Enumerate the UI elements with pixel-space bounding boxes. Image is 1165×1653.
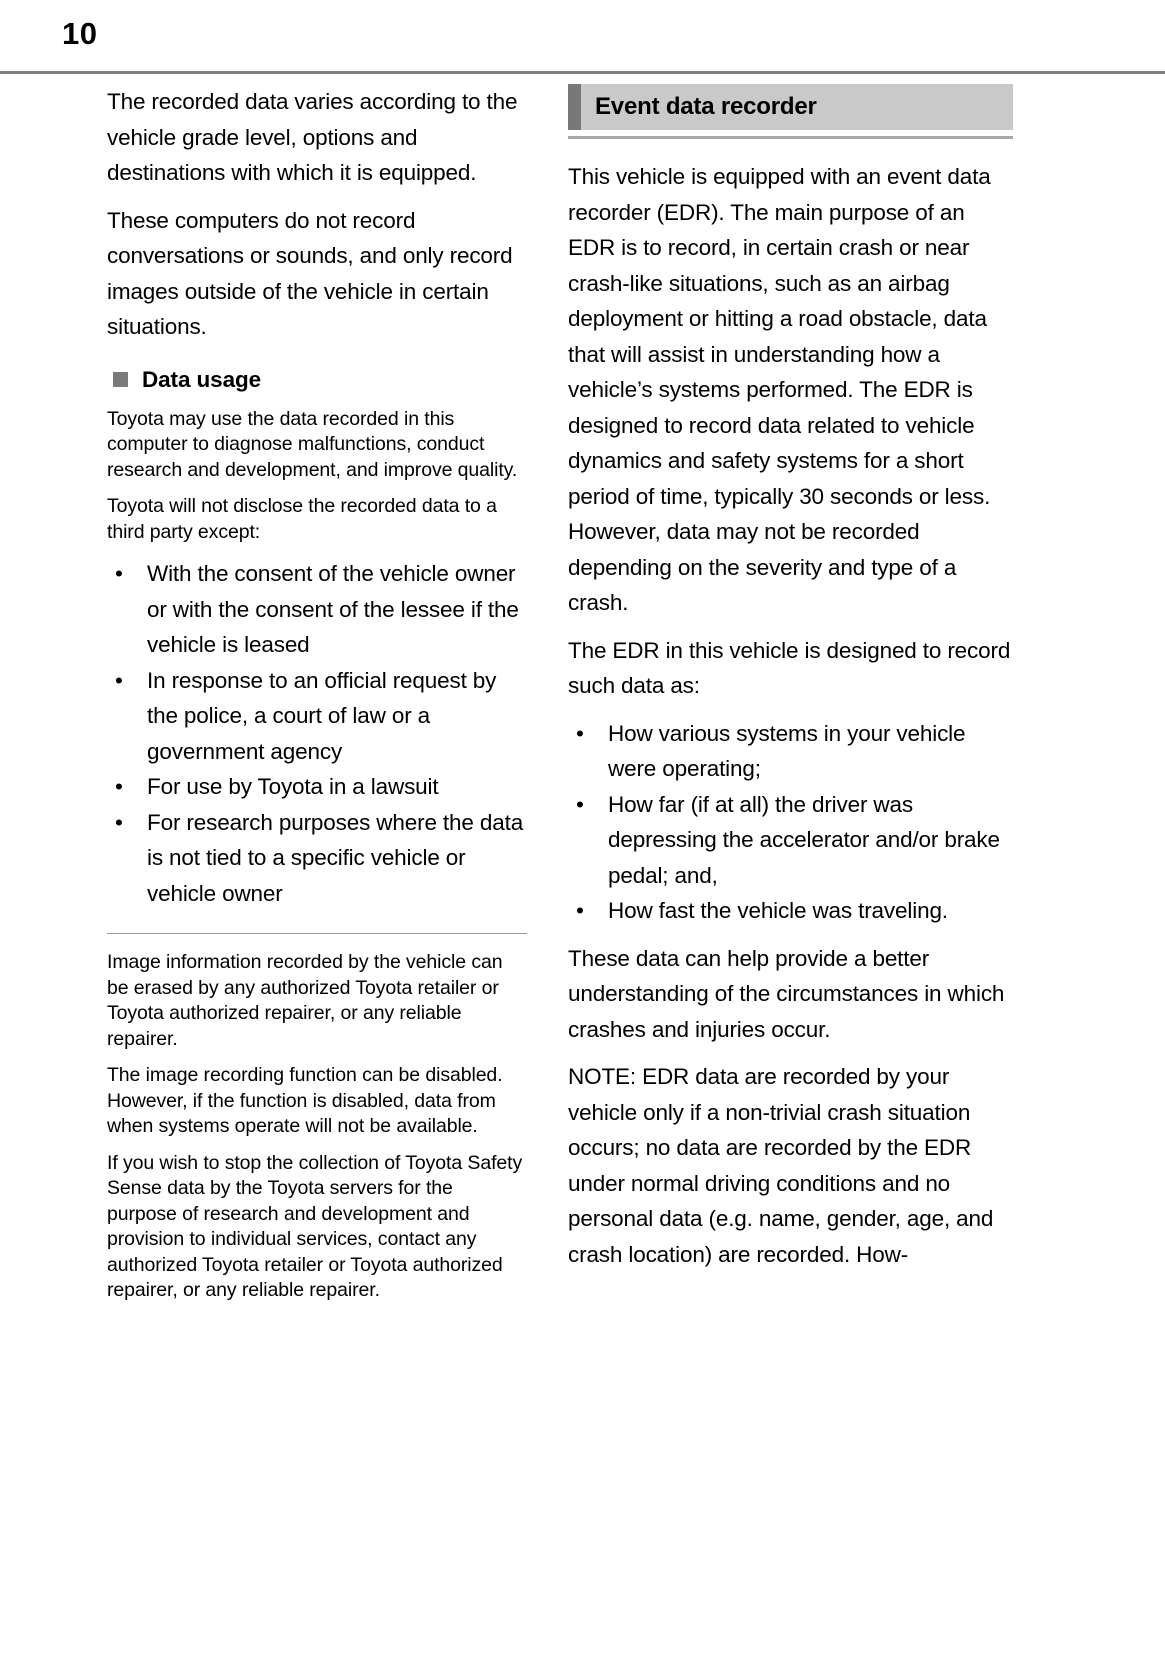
right-column [545, 84, 1165, 1304]
list-item-label: How far (if at all) the driver was depressing the accelerator and/or brake pedal; and, [608, 791, 1000, 888]
left-bullet-list [107, 556, 527, 911]
paragraph: These computers do not record conversations or sounds, and only record images outside of the vehicle in certain situations. [107, 207, 513, 339]
list-item [107, 769, 527, 805]
list-item [568, 787, 1013, 894]
paragraph: The image recording function can be disabled. However, if the function is disabled, data from when systems operate will not be available. [107, 1064, 503, 1137]
left-column [0, 84, 545, 1304]
bullet-dot-icon: • [576, 898, 584, 923]
section-accent-bar-icon [568, 84, 581, 130]
list-item-label: In response to an official request by the police, a court of law or a government agency [147, 667, 497, 764]
paragraph: Toyota will not disclose the recorded data to a third party except: [107, 495, 497, 543]
paragraph: The EDR in this vehicle is designed to record such data as: [568, 637, 1011, 698]
page-header [0, 0, 1165, 74]
list-item-label: How various systems in your vehicle were operating; [608, 720, 966, 781]
bullet-dot-icon: • [115, 809, 123, 835]
bullet-dot-icon: • [115, 774, 123, 799]
paragraph: The recorded data varies according to the vehicle grade level, options and destinations with which it is equipped. [107, 89, 518, 185]
page-number: 10 [62, 16, 98, 51]
list-item [107, 556, 527, 663]
paragraph: NOTE: EDR data are recorded by your vehicle only if a non-trivial crash situation occurs; no data are recorded by the EDR under normal driving conditions and no personal data (e.g. name, gender, age, and crash location) are recorded. How- [568, 1064, 994, 1267]
list-item [107, 805, 527, 912]
square-bullet-icon [113, 372, 128, 387]
subsection-heading [113, 367, 527, 393]
list-item-label: For use by Toyota in a lawsuit [147, 774, 439, 799]
list-item-label: For research purposes where the data is not tied to a specific vehicle or vehicle owner [147, 809, 524, 906]
bullet-dot-icon: • [576, 720, 584, 746]
paragraph: Toyota may use the data recorded in this computer to diagnose malfunctions, conduct research and development, and improve quality. [107, 407, 518, 481]
list-item-label: With the consent of the vehicle owner or with the consent of the lessee if the vehicle is leased [147, 561, 519, 657]
header-divider [0, 71, 1165, 74]
paragraph: If you wish to stop the collection of Toyota Safety Sense data by the Toyota servers for the purpose of research and development and provision to individual services, contact any authorized Toyota retailer or Toyota authorized repairer, or any reliable repairer. [107, 1151, 523, 1301]
list-item-label: How fast the vehicle was traveling. [608, 898, 948, 923]
paragraph: These data can help provide a better understanding of the circumstances in which crashes and injuries occur. [568, 945, 1005, 1042]
paragraph: Image information recorded by the vehicle can be erased by any authorized Toyota retailer or Toyota authorized repairer, or any reliable repairer. [107, 951, 503, 1050]
list-item [107, 663, 527, 770]
list-item [568, 893, 1013, 929]
paragraph: This vehicle is equipped with an event data recorder (EDR). The main purpose of an EDR is to record, in certain crash or near crash-like situations, such as an airbag deployment or hitting a road obstacle, data that will assist in understanding how a vehicle’s systems performed. The EDR is designed to record data related to vehicle dynamics and safety systems for a short period of time, typically 30 seconds or less. However, data may not be recorded depending on the severity and type of a crash. [568, 164, 991, 615]
note-divider [107, 933, 527, 934]
subsection-heading-label: Data usage [142, 366, 262, 392]
section-title: Event data recorder [595, 93, 817, 120]
right-bullet-list [568, 716, 1013, 929]
section-underline [568, 136, 1013, 139]
page-columns [0, 84, 1165, 1304]
section-title-bar [568, 84, 1013, 130]
bullet-dot-icon: • [115, 561, 123, 586]
list-item [568, 716, 1013, 787]
bullet-dot-icon: • [576, 791, 584, 817]
bullet-dot-icon: • [115, 667, 123, 693]
